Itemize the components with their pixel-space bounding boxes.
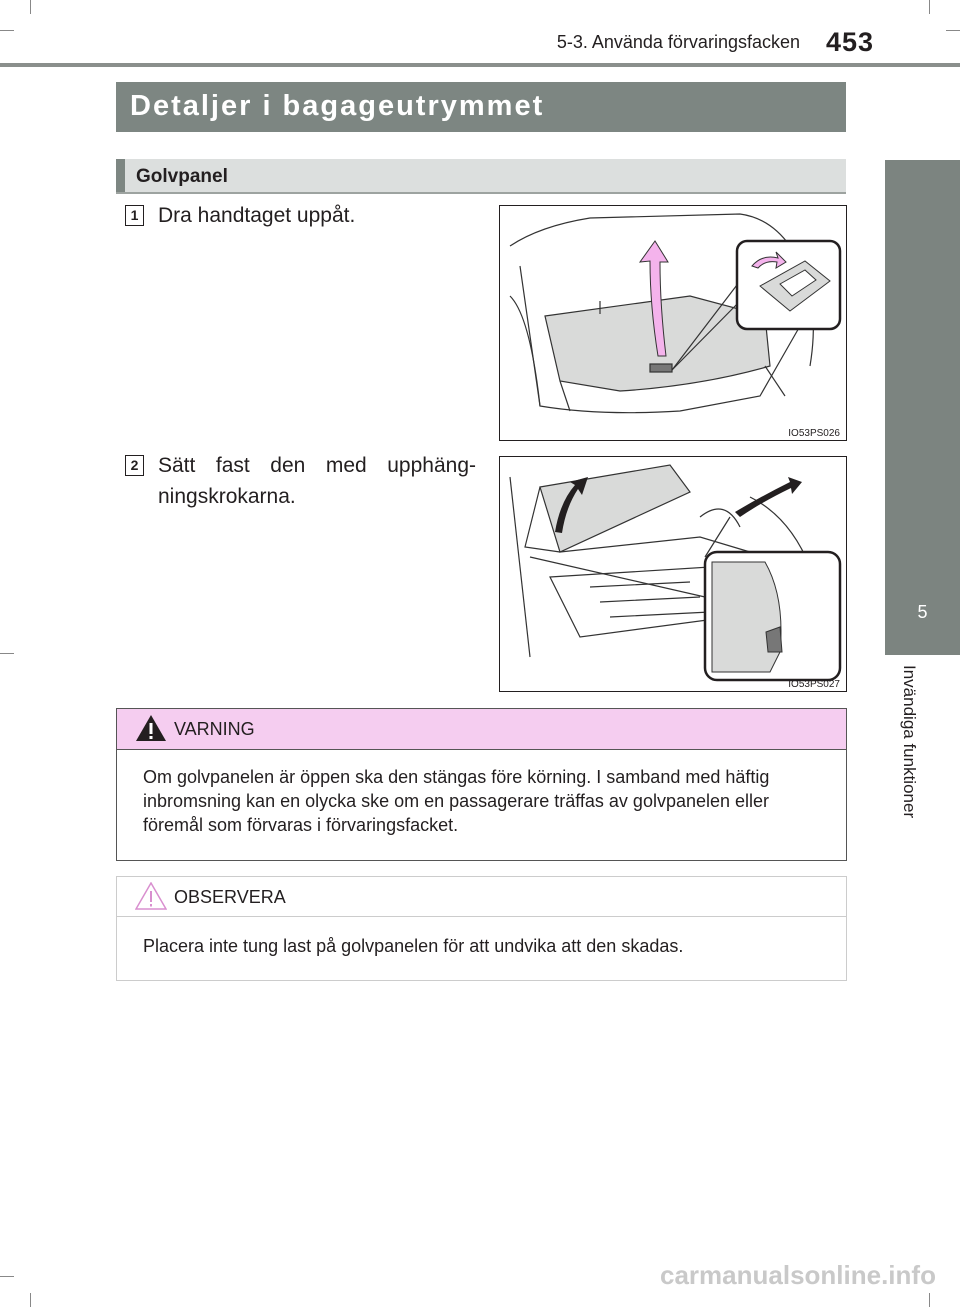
side-tab-number: 5 [917, 602, 928, 622]
notice-box [116, 876, 847, 981]
subtitle-bar [116, 159, 846, 194]
warning-label: VARNING [174, 719, 255, 739]
crop-mark [30, 1293, 31, 1307]
figure-code: IO53PS026 [788, 428, 840, 439]
crop-mark [30, 0, 31, 14]
warning-header [117, 709, 846, 750]
step-text: Dra handtaget uppåt. [158, 204, 356, 227]
crop-mark [929, 1293, 930, 1307]
step-number: 2 [125, 455, 144, 476]
page-number: 453 [826, 27, 875, 57]
step-number: 1 [125, 205, 144, 226]
crop-mark [929, 0, 930, 14]
warning-icon [135, 714, 167, 742]
figure-hanging-hooks [499, 456, 847, 692]
side-tab-label: Invändiga funktioner [900, 665, 919, 819]
figure-trunk-handle [499, 205, 847, 441]
caution-icon [135, 882, 167, 910]
title-bar [116, 82, 846, 132]
side-tab [885, 160, 960, 580]
notice-text: Placera inte tung last på golvpanelen för att undvika att den skadas. [143, 936, 684, 956]
hooks-illustration [500, 457, 846, 691]
watermark: carmanualsonline.info [660, 1260, 936, 1290]
subtitle: Golvpanel [136, 166, 228, 187]
section-header: 5-3. Använda förvaringsfacken [556, 32, 800, 52]
warning-box [116, 708, 847, 861]
subtitle-marker [116, 159, 125, 192]
header-rule [0, 63, 960, 67]
crop-mark [946, 30, 960, 31]
page-title: Detaljer i bagageutrymmet [130, 90, 545, 122]
notice-header [117, 877, 846, 917]
crop-mark [0, 30, 14, 31]
warning-text: Om golvpanelen är öppen ska den stängas före körning. I samband med häftig inbromsning kan en olycka ske om en passagerare träffas av golvpanelen eller föremål som förvaras i förvaringsfacket. [143, 767, 770, 835]
crop-mark [0, 653, 14, 654]
figure-code: IO53PS027 [788, 679, 840, 690]
step-text: Sätt fast den med upphäng-ningskrokarna. [158, 454, 476, 508]
trunk-illustration [500, 206, 846, 440]
crop-mark [0, 1276, 14, 1277]
notice-label: OBSERVERA [174, 887, 286, 907]
